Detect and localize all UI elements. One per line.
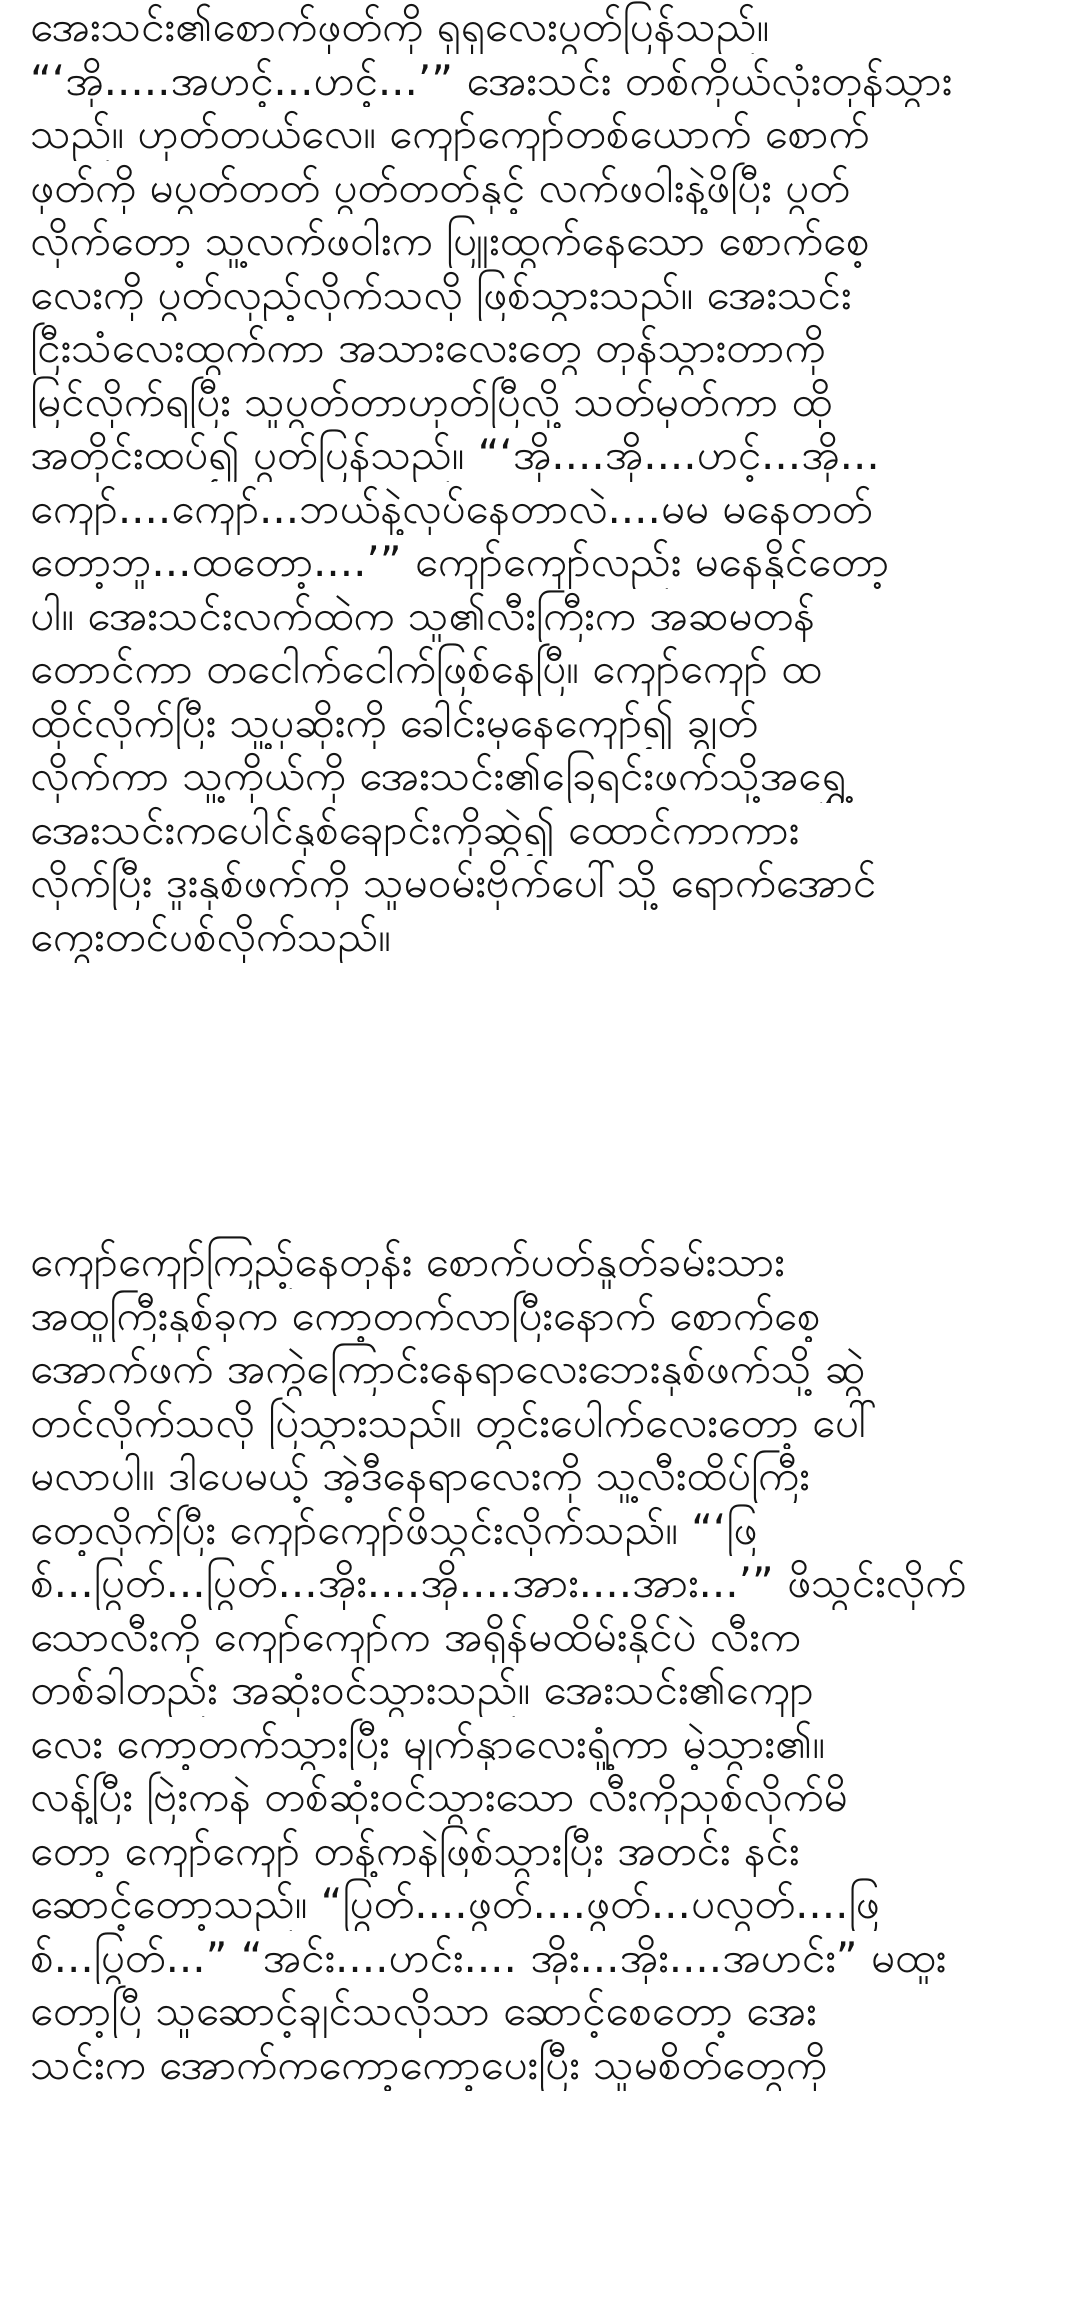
text-line: လေးကို ပွတ်လှည့်လိုက်သလို ဖြစ်သွားသည်။ အေးသင်း: [30, 269, 852, 319]
text-line: ဆောင့်တော့သည်။ “ပြွတ်....ဖွတ်....ဖွတ်...ပလွတ်....ဖြ: [30, 1879, 880, 1928]
text-line: တစ်ခါတည်း အဆုံးဝင်သွားသည်။ အေးသင်း၏ကျော: [30, 1665, 814, 1714]
paragraph-1: [30, 0, 1054, 963]
text-line: ကွေးတင်ပစ်လိုက်သည်။: [30, 911, 391, 961]
text-line: အေးသင်း၏စောက်ဖုတ်ကို ရှရှလေးပွတ်ပြန်သည်။: [30, 2, 770, 51]
text-line: ထိုင်လိုက်ပြီး သူ့ပုဆိုးကို ခေါင်းမှနေကျော်၍ ချွတ်: [30, 697, 758, 747]
text-line: ဖုတ်ကို မပွတ်တတ် ပွတ်တတ်နှင့် လက်ဖဝါးနဲ့ဖိပြီး ပွတ်: [30, 162, 850, 212]
text-line: အထူကြီးနှစ်ခုက ကော့တက်လာပြီးနောက် စောက်စေ့: [30, 1290, 821, 1340]
text-line: သောလီးကို ကျော်ကျော်က အရှိန်မထိမ်းနိုင်ပဲ လီးက: [30, 1611, 801, 1661]
text-line: တော့ပြီ သူဆောင့်ချင်သလိုသာ ဆောင့်စေတော့ အေး: [30, 1986, 817, 2035]
text-line: “‘အို.....အဟင့်...ဟင့်...’” အေးသင်း တစ်ကိုယ်လုံးတုန်သွား: [30, 55, 953, 105]
text-line: လန့်ပြီး ဗြဲးကနဲ တစ်ဆုံးဝင်သွားသော လီးကိုညှစ်လိုက်မိ: [30, 1772, 848, 1821]
text-line: ပါ။ အေးသင်းလက်ထဲက သူ၏လီးကြီးက အဆမတန်: [30, 590, 815, 640]
text-line: လိုက်ပြီး ဒူးနှစ်ဖက်ကို သူမဝမ်းဗိုက်ပေါ်သို့ ရောက်အောင်: [30, 858, 877, 907]
text-line: အေးသင်းကပေါင်နှစ်ချောင်းကိုဆွဲ၍ ထောင်ကာကား: [30, 804, 800, 854]
text-line: သည်။ ဟုတ်တယ်လေ။ ကျော်ကျော်တစ်ယောက် စောက်: [30, 109, 870, 158]
text-line: တေ့လိုက်ပြီး ကျော်ကျော်ဖိသွင်းလိုက်သည်။ “‘ဖြ: [30, 1504, 758, 1554]
text-line: လိုက်တော့ သူ့လက်ဖဝါးက ပြူးထွက်နေသော စောက်စေ့: [30, 216, 870, 265]
text-line: ငြီးသံလေးထွက်ကာ အသားလေးတွေ တုန်သွားတာကို: [30, 323, 826, 372]
text-line: ကျော်ကျော်ကြည့်နေတုန်း စောက်ပတ်နှုတ်ခမ်းသား: [30, 1237, 785, 1286]
text-line: တော့ ကျော်ကျော် တန့်ကနဲဖြစ်သွားပြီး အတင်း နင်း: [30, 1825, 800, 1875]
text-line: စ်...ပြွတ်...ပြွတ်...အိုး....အို....အား....အား...’” ဖိသွင်းလိုက်: [30, 1558, 967, 1607]
text-line: မြင်လိုက်ရပြီး သူပွတ်တာဟုတ်ပြီလို့ သတ်မှတ်ကာ ထို: [30, 376, 832, 426]
text-line: မလာပါ။ ဒါပေမယ့် အဲ့ဒီနေရာလေးကို သူ့လီးထိပ်ကြီး: [30, 1451, 810, 1500]
paragraph-2: [30, 1235, 1054, 2091]
text-line: အောက်ဖက် အကွဲကြောင်းနေရာလေးဘေးနှစ်ဖက်သို့ ဆွဲ: [30, 1344, 866, 1393]
text-line: အတိုင်းထပ်၍ ပွတ်ပြန်သည်။ “‘အို....အို....ဟင့်...အို...: [30, 430, 880, 479]
text-line: တင်လိုက်သလို ပြဲသွားသည်။ တွင်းပေါက်လေးတော့ ပေါ်: [30, 1397, 878, 1447]
text-line: စ်...ပြွတ်...” “အင်း....ဟင်း.... အိုး...အိုး....အဟင်း” မထူး: [30, 1932, 947, 1982]
text-line: တော့ဘူ...ထတော့....’” ကျော်ကျော်လည်း မနေနိုင်တော့: [30, 537, 890, 586]
text-line: လိုက်ကာ သူ့ကိုယ်ကို အေးသင်း၏ခြေရင်းဖက်သို့အရွှေ့: [30, 751, 846, 800]
text-line: တောင်ကာ တငေါက်ငေါက်ဖြစ်နေပြီ။ ကျော်ကျော် ထ: [30, 644, 822, 693]
text-line: လေး ကော့တက်သွားပြီး မျက်နှာလေးရှုံ့ကာ မဲ့သွား၏။: [30, 1718, 825, 1768]
text-line: သင်းက အောက်ကကော့ကော့ပေးပြီး သူမစိတ်တွေကို: [30, 2039, 827, 2089]
text-line: ကျော်....ကျော်...ဘယ်နဲ့လုပ်နေတာလဲ....မမ မနေတတ်: [30, 483, 873, 533]
